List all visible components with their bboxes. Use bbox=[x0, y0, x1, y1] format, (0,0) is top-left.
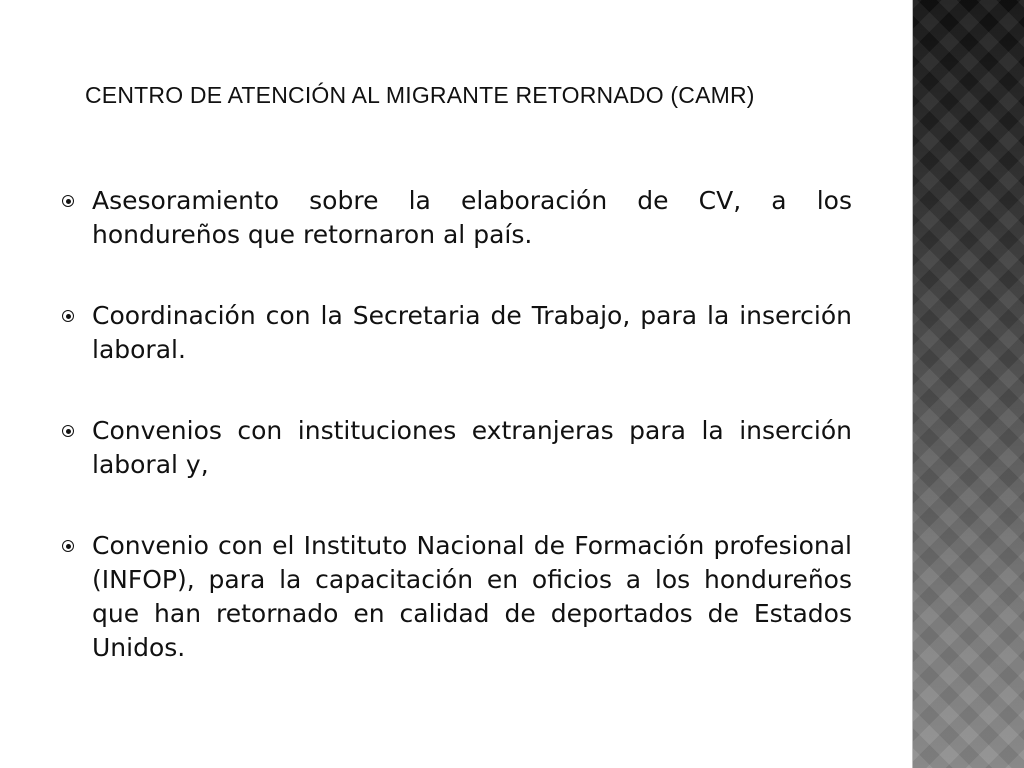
bullet-text: Asesoramiento sobre la elaboración de CV, a los hondureños que retornaron al país. bbox=[92, 186, 852, 249]
bullet-item bbox=[62, 184, 852, 252]
bullet-dot-icon bbox=[62, 310, 74, 322]
bullet-dot-icon bbox=[62, 425, 74, 437]
bullet-dot-icon bbox=[62, 195, 74, 207]
bullet-text: Convenios con instituciones extranjeras para la inserción laboral y, bbox=[92, 416, 852, 479]
bullet-item bbox=[62, 414, 852, 482]
bullet-item bbox=[62, 529, 852, 665]
bullet-item bbox=[62, 299, 852, 367]
slide-title: CENTRO DE ATENCIÓN AL MIGRANTE RETORNADO (CAMR) bbox=[85, 82, 755, 108]
bullet-list bbox=[62, 184, 852, 712]
bullet-text: Coordinación con la Secretaria de Trabajo, para la inserción laboral. bbox=[92, 301, 852, 364]
bullet-dot-icon bbox=[62, 540, 74, 552]
decorative-side-band bbox=[912, 0, 1024, 768]
bullet-text: Convenio con el Instituto Nacional de Formación profesional (INFOP), para la capacitación en oficios a los hondureños que han retornado en calidad de deportados de Estados Unidos. bbox=[92, 531, 852, 662]
